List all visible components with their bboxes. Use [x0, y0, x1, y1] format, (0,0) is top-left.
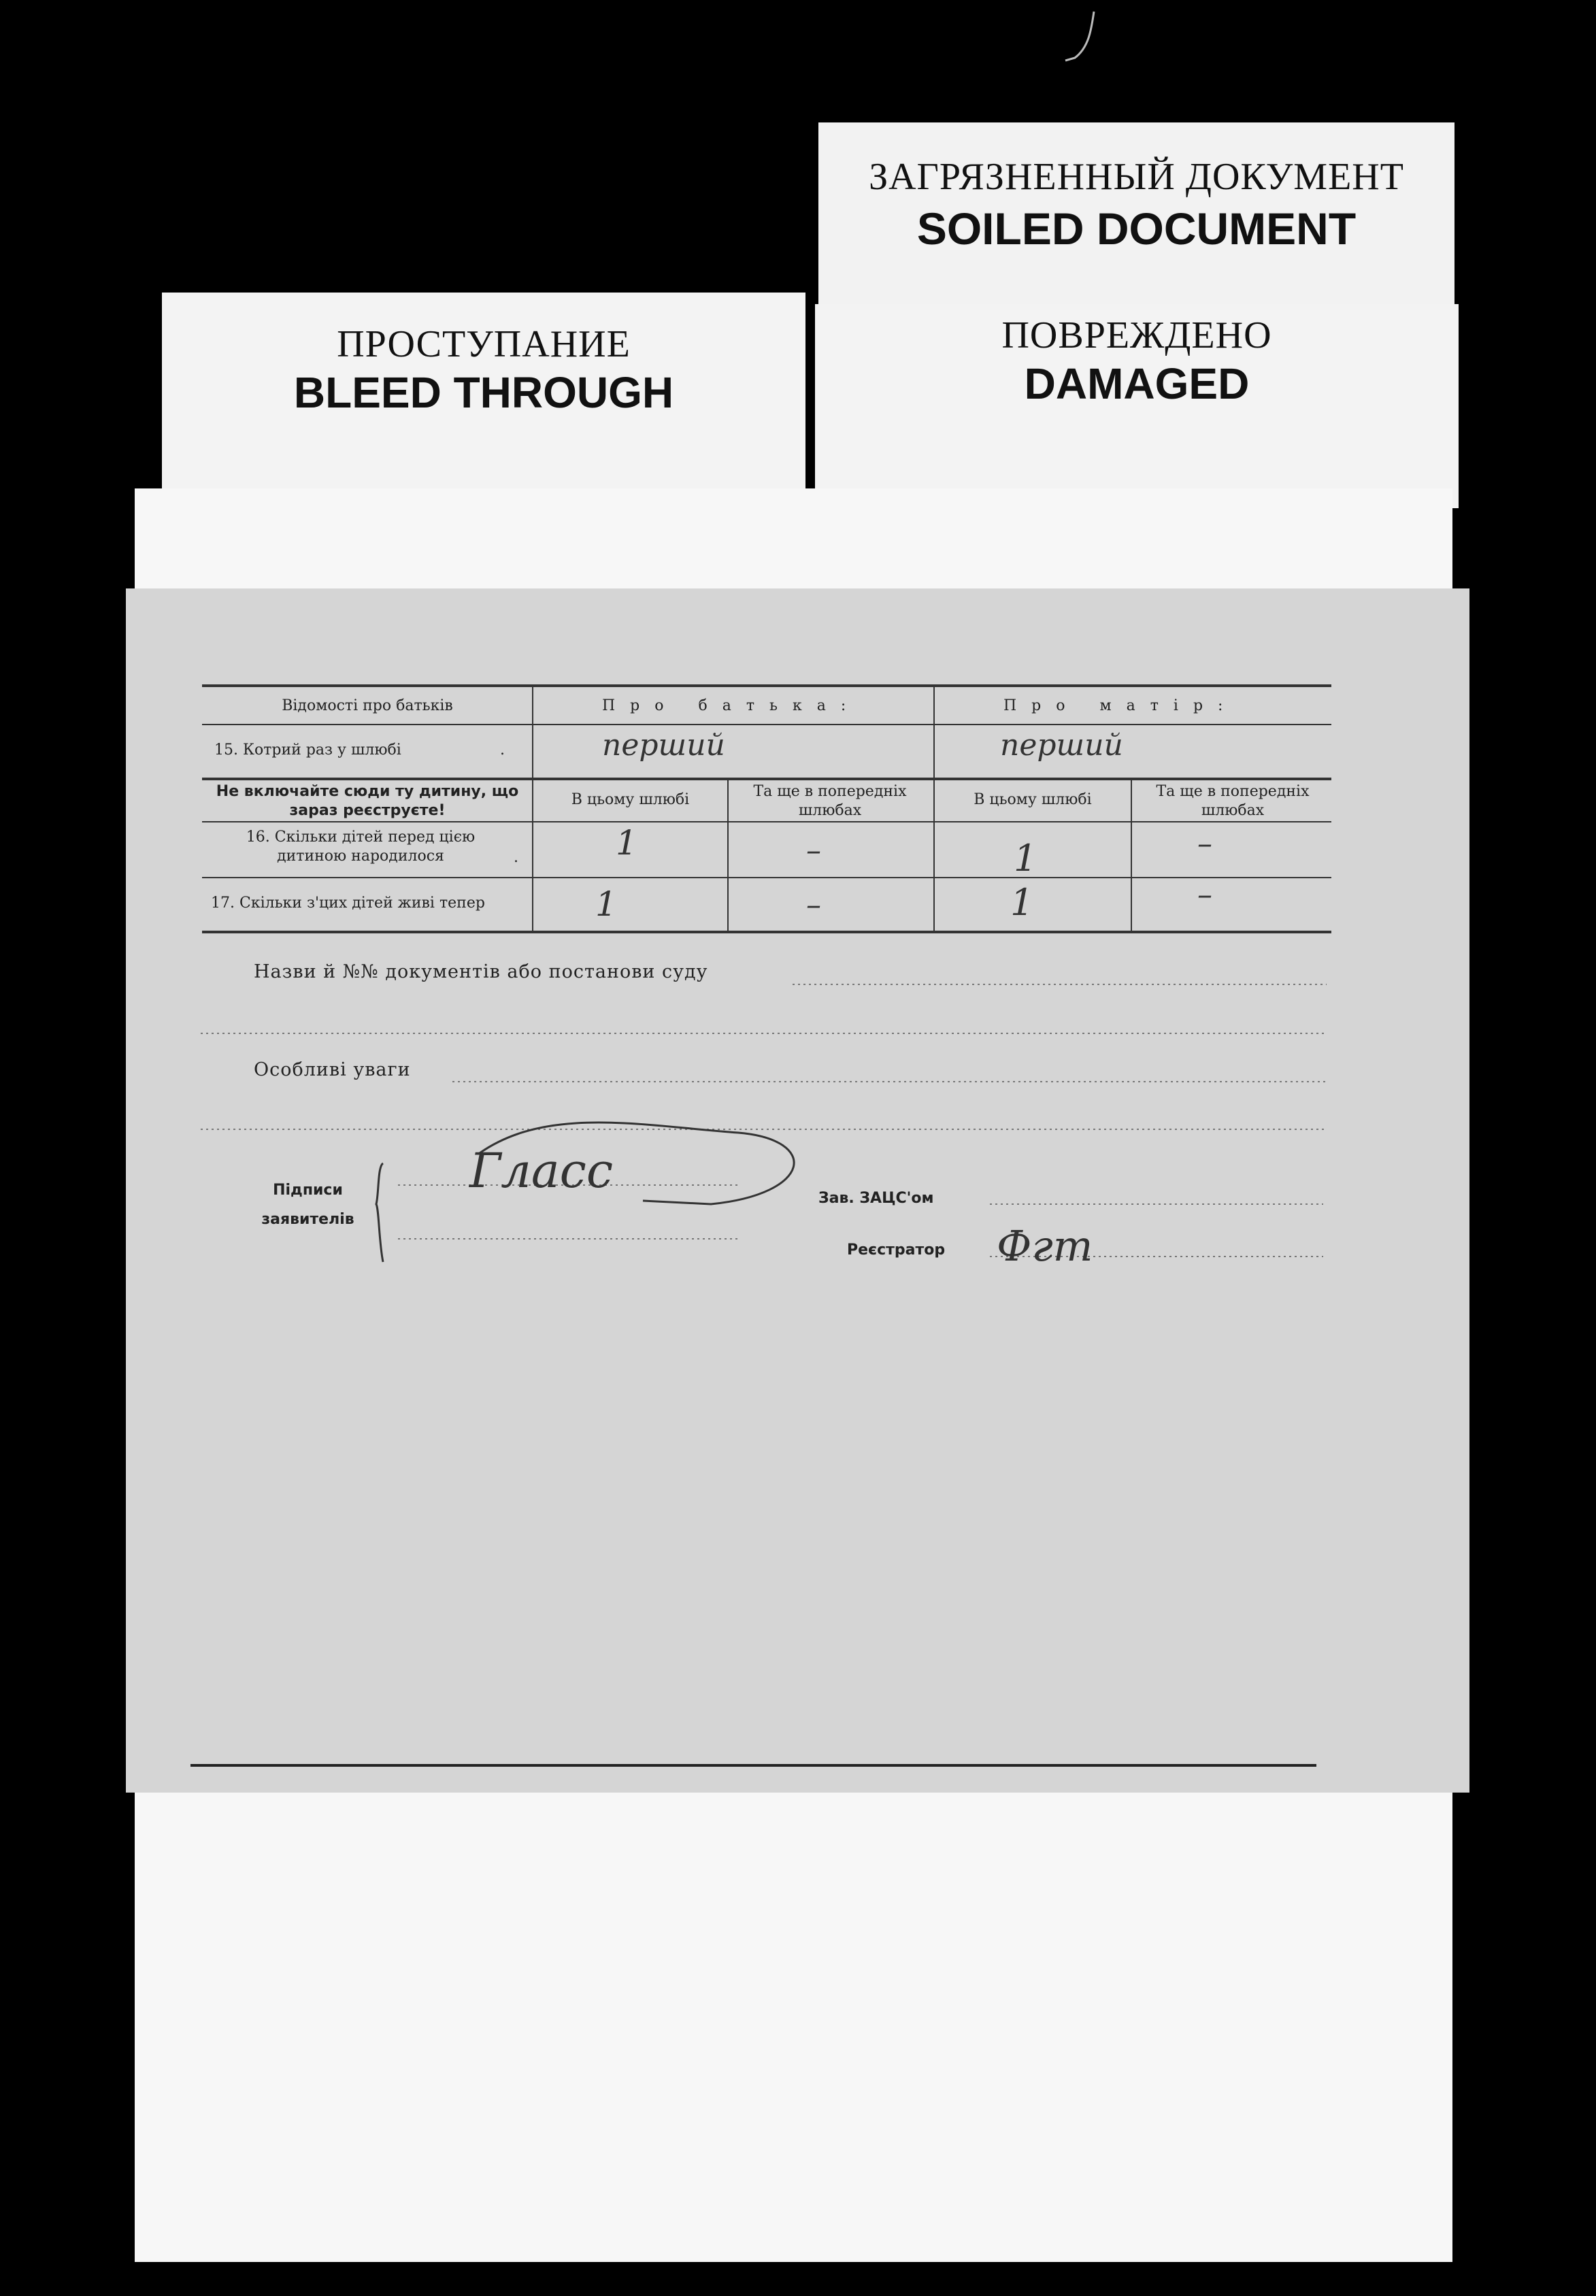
col-header-info: Відомості про батьків: [282, 697, 453, 714]
label-damaged-ru: ПОВРЕЖДЕНО: [1001, 314, 1272, 356]
label-soiled-ru: ЗАГРЯЗНЕННЫЙ ДОКУМЕНТ: [869, 156, 1404, 198]
registry-form-sheet: [126, 588, 1469, 1793]
label-card-bleed-through: [162, 293, 805, 497]
subheader-father-this-marriage: В цьому шлюбі: [571, 791, 690, 808]
remarks-label: Особливі уваги: [254, 1059, 411, 1080]
signatures-label-1: Підписи: [273, 1182, 343, 1199]
row17-mother-this: 1: [1010, 881, 1034, 924]
documents-label: Назви й №№ документів або постанови суду: [254, 961, 708, 982]
row16-mother-previous: –: [1197, 827, 1212, 861]
col-header-father: Про батька:: [602, 697, 861, 714]
label-bleed-ru: ПРОСТУПАНИЕ: [337, 323, 631, 365]
row16-father-previous: –: [806, 833, 821, 868]
row15-mother-value: перший: [1000, 728, 1123, 763]
row16-dot: .: [514, 849, 518, 866]
col-header-mother: Про матір:: [1003, 697, 1238, 714]
label-card-soiled: [818, 122, 1454, 313]
registrar-label: Реєстратор: [847, 1242, 946, 1259]
label-damaged-en: DAMAGED: [1024, 359, 1250, 408]
pen-mark: [1061, 10, 1102, 65]
subheader-father-previous: Та ще в попередніх шлюбах: [753, 783, 907, 819]
label-card-damaged: [815, 304, 1459, 508]
row15-label: 15. Котрий раз у шлюбі: [214, 742, 401, 759]
row17-label: 17. Скільки з'цих дітей живі тепер: [211, 895, 485, 912]
row17-mother-previous: –: [1197, 878, 1212, 912]
subheader-mother-previous: Та ще в попередніх шлюбах: [1156, 783, 1310, 819]
label-bleed-en: BLEED THROUGH: [293, 368, 674, 417]
row16-father-this: 1: [616, 823, 637, 863]
row17-father-previous: –: [806, 888, 821, 922]
applicant-signature: Гласс: [469, 1143, 614, 1199]
instruction-note: Не включайте сюди ту дитину, що зараз реєструєте!: [216, 783, 519, 819]
row15-dot: .: [500, 742, 505, 759]
head-registry-label: Зав. ЗАЦС'ом: [818, 1190, 934, 1207]
row16-mother-this: 1: [1014, 837, 1037, 880]
row17-father-this: 1: [595, 884, 617, 924]
subheader-mother-this-marriage: В цьому шлюбі: [974, 791, 1092, 808]
signatures-label-2: заявителів: [261, 1211, 354, 1228]
registrar-signature: Фгт: [997, 1221, 1093, 1271]
row15-father-value: перший: [602, 728, 725, 763]
label-soiled-en: SOILED DOCUMENT: [916, 203, 1357, 254]
row16-label: 16. Скільки дітей перед цією дитиною народилося: [246, 829, 476, 865]
